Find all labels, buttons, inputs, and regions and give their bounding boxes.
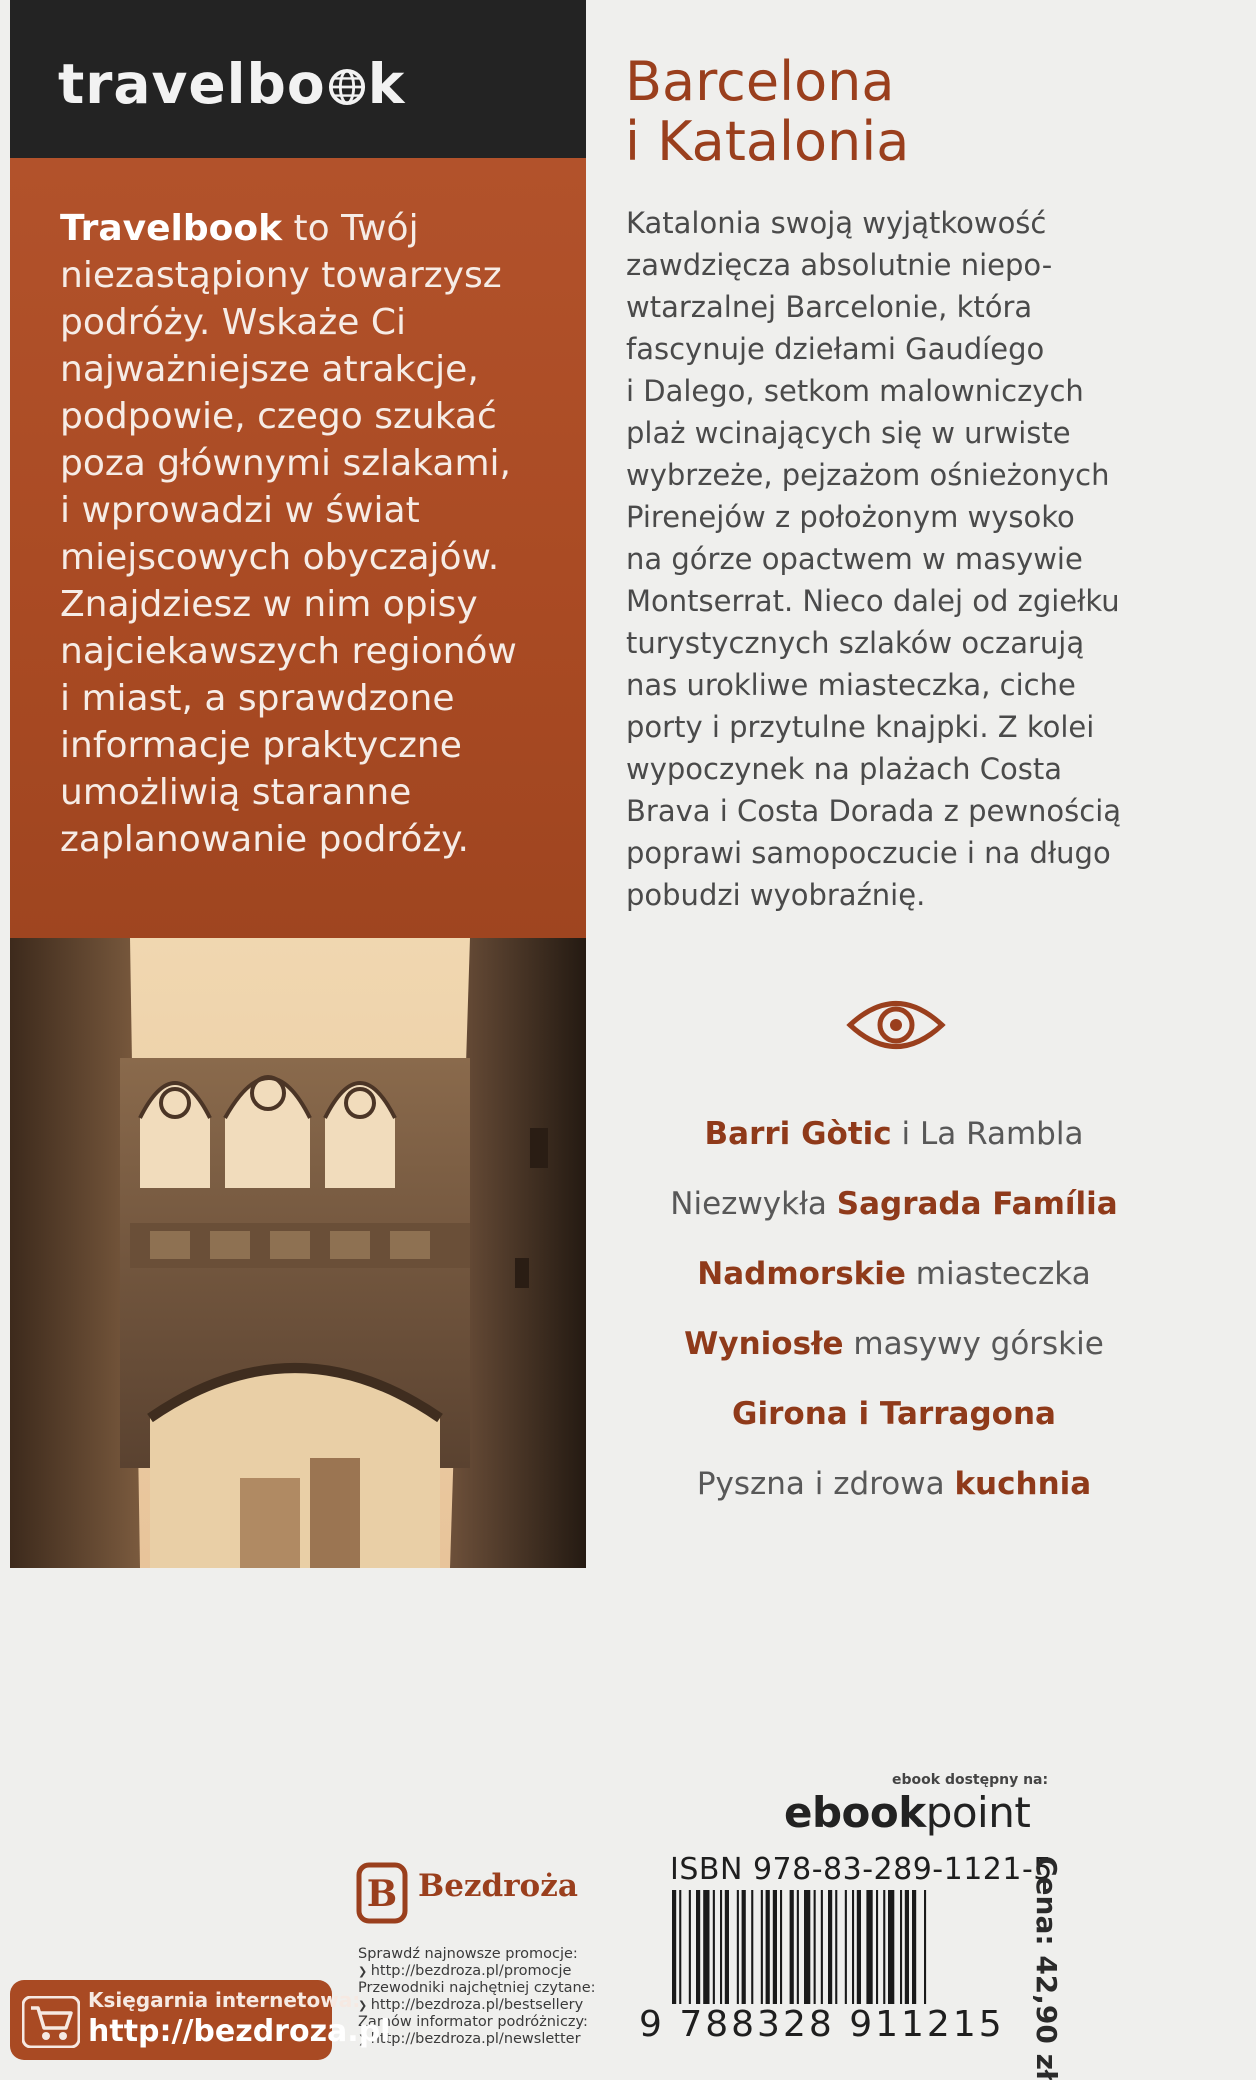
intro-line: miejscowych obyczajów.	[60, 537, 500, 578]
promo-link[interactable]: ❯ http://bezdroza.pl/promocje	[358, 1963, 614, 1980]
barcode-digits: 9 788328 911215	[639, 2004, 1005, 2045]
barcode-bar	[835, 1890, 837, 2018]
highlight-item	[626, 1256, 1162, 1292]
description-line: fascynuje dziełami Gaudíego	[626, 332, 1045, 366]
publisher-name: Bezdroża	[418, 1868, 578, 1904]
barcode-graphic	[672, 1890, 1010, 2018]
barri-gotic-bridge-photo	[10, 938, 586, 1568]
highlight-bold: kuchnia	[954, 1466, 1092, 1502]
intro-bold-word: Travelbook	[60, 208, 283, 249]
intro-line: Znajdziesz w nim opisy	[60, 584, 478, 625]
intro-line: umożliwią staranne	[60, 772, 412, 813]
description-line: wybrzeże, pejzażom ośnieżonych	[626, 458, 1110, 492]
intro-line: podpowie, czego szukać	[60, 396, 497, 437]
barcode-bar	[780, 1890, 782, 2018]
highlight-prefix: Pyszna i zdrowa	[696, 1466, 955, 1502]
barcode-bar	[866, 1890, 872, 2018]
intro-line: informacje praktyczne	[60, 725, 462, 766]
shopping-cart-icon	[22, 1996, 80, 2048]
barcode-bar	[900, 1890, 902, 2018]
ebookpoint-logo-part2: point	[925, 1788, 1031, 1837]
ebookpoint-logo[interactable]	[784, 1788, 1030, 1837]
highlight-item	[626, 1396, 1162, 1432]
book-title	[625, 52, 909, 172]
highlight-bold: Girona i Tarragona	[732, 1396, 1056, 1432]
barcode-bar	[883, 1890, 885, 2018]
barcode-bar	[737, 1890, 739, 2018]
description-line: Montserrat. Nieco dalej od zgiełku	[626, 584, 1120, 618]
intro-line: niezastąpiony towarzysz	[60, 255, 502, 296]
barcode-bar	[766, 1890, 770, 2018]
highlight-bold: Nadmorskie	[697, 1256, 906, 1292]
highlight-bold: Wyniosłe	[684, 1326, 844, 1362]
highlight-item	[626, 1116, 1162, 1152]
intro-line-part: to Twój	[282, 208, 419, 249]
description-line: na górze opactwem w masywie	[626, 542, 1083, 576]
logo-text-end: k	[367, 52, 406, 116]
highlight-item	[626, 1326, 1162, 1362]
barcode-bar	[713, 1890, 715, 2018]
barcode-bar	[924, 1890, 926, 2018]
barcode-bar	[905, 1890, 909, 2018]
barcode-bar	[828, 1890, 832, 2018]
eye-icon	[846, 990, 946, 1060]
barcode-bar	[679, 1890, 681, 2018]
barcode-bar	[773, 1890, 777, 2018]
description-line: porty i przytulne knajpki. Z kolei	[626, 710, 1095, 744]
description-line: nas urokliwe miasteczka, ciche	[626, 668, 1076, 702]
barcode-bar	[804, 1890, 810, 2018]
promo-link[interactable]: ❯ http://bezdroza.pl/newsletter	[358, 2031, 614, 2048]
highlight-suffix: i La Rambla	[891, 1116, 1084, 1152]
online-shop-label: Księgarnia internetowa:	[88, 1988, 361, 2012]
promo-label: Przewodniki najchętniej czytane:	[358, 1980, 596, 1996]
title-line-1: Barcelona	[625, 50, 895, 113]
description-line: Pirenejów z położonym wysoko	[626, 500, 1075, 534]
intro-line: i wprowadzi w świat	[60, 490, 420, 531]
barcode-bar	[751, 1890, 753, 2018]
highlight-prefix: Niezwykła	[670, 1186, 837, 1222]
highlight-bold: Barri Gòtic	[704, 1116, 892, 1152]
description-line: wtarzalnej Barcelonie, która	[626, 290, 1033, 324]
barcode-bar	[742, 1890, 746, 2018]
intro-line	[60, 205, 570, 252]
description-line: i Dalego, setkom malowniczych	[626, 374, 1084, 408]
description-line: turystycznych szlaków oczarują	[626, 626, 1085, 660]
intro-line: najważniejsze atrakcje,	[60, 349, 479, 390]
description-line: Brava i Costa Dorada z pewnością	[626, 794, 1122, 828]
barcode-bar	[876, 1890, 878, 2018]
barcode-bar	[845, 1890, 847, 2018]
barcode-bar	[797, 1890, 799, 2018]
travelbook-logo	[58, 52, 405, 116]
promo-label: Zamów informator podróżniczy:	[358, 2014, 588, 2030]
book-description	[626, 202, 1146, 916]
barcode-bar	[821, 1890, 823, 2018]
barcode-bar	[689, 1890, 691, 2018]
highlight-bold: Sagrada Família	[836, 1186, 1118, 1222]
globe-icon	[328, 68, 366, 106]
description-line: pobudzi wyobraźnię.	[626, 878, 926, 912]
isbn-number: ISBN 978-83-289-1121-5	[670, 1852, 1053, 1887]
barcode-bar	[761, 1890, 763, 2018]
description-line: zawdzięcza absolutnie niepo-	[626, 248, 1053, 282]
intro-line: podróży. Wskaże Ci	[60, 302, 406, 343]
intro-text	[60, 205, 570, 863]
svg-text:B: B	[366, 1873, 398, 1915]
promo-link[interactable]: ❯ http://bezdroza.pl/bestsellery	[358, 1997, 614, 2014]
highlight-suffix: masywy górskie	[843, 1326, 1104, 1362]
barcode-bar	[696, 1890, 700, 2018]
highlight-item	[626, 1466, 1162, 1502]
barcode-bar	[852, 1890, 854, 2018]
description-line: wypoczynek na plażach Costa	[626, 752, 1062, 786]
intro-line: poza głównymi szlakami,	[60, 443, 511, 484]
highlight-suffix: miasteczka	[905, 1256, 1091, 1292]
barcode-bar	[725, 1890, 729, 2018]
intro-line: i miast, a sprawdzone	[60, 678, 455, 719]
highlight-item	[626, 1186, 1162, 1222]
promo-label: Sprawdź najnowsze promocje:	[358, 1946, 578, 1962]
barcode-bar	[672, 1890, 676, 2018]
barcode-bar	[790, 1890, 794, 2018]
description-line: Katalonia swoją wyjątkowość	[626, 206, 1047, 240]
bezdroza-logo-icon	[356, 1862, 408, 1924]
description-line: poprawi samopoczucie i na długo	[626, 836, 1111, 870]
intro-line: zaplanowanie podróży.	[60, 819, 469, 860]
barcode-bar	[888, 1890, 894, 2018]
barcode-bar	[814, 1890, 816, 2018]
description-line: plaż wcinających się w urwiste	[626, 416, 1071, 450]
price-label: Cena: 42,90 zł	[1030, 1856, 1063, 2080]
intro-line: najciekawszych regionów	[60, 631, 517, 672]
promo-links	[358, 1946, 614, 2048]
ebook-availability-note: ebook dostępny na:	[892, 1772, 1049, 1788]
barcode-bar	[857, 1890, 861, 2018]
barcode-bar	[720, 1890, 722, 2018]
photo-illustration	[10, 938, 586, 1568]
title-line-2: i Katalonia	[625, 110, 910, 173]
online-shop-url[interactable]: http://bezdroza.pl	[88, 2014, 391, 2049]
barcode-bar	[703, 1890, 709, 2018]
logo-text-start: travelbo	[58, 52, 326, 116]
ebookpoint-logo-part1: ebook	[784, 1788, 926, 1837]
barcode-bar	[912, 1890, 916, 2018]
